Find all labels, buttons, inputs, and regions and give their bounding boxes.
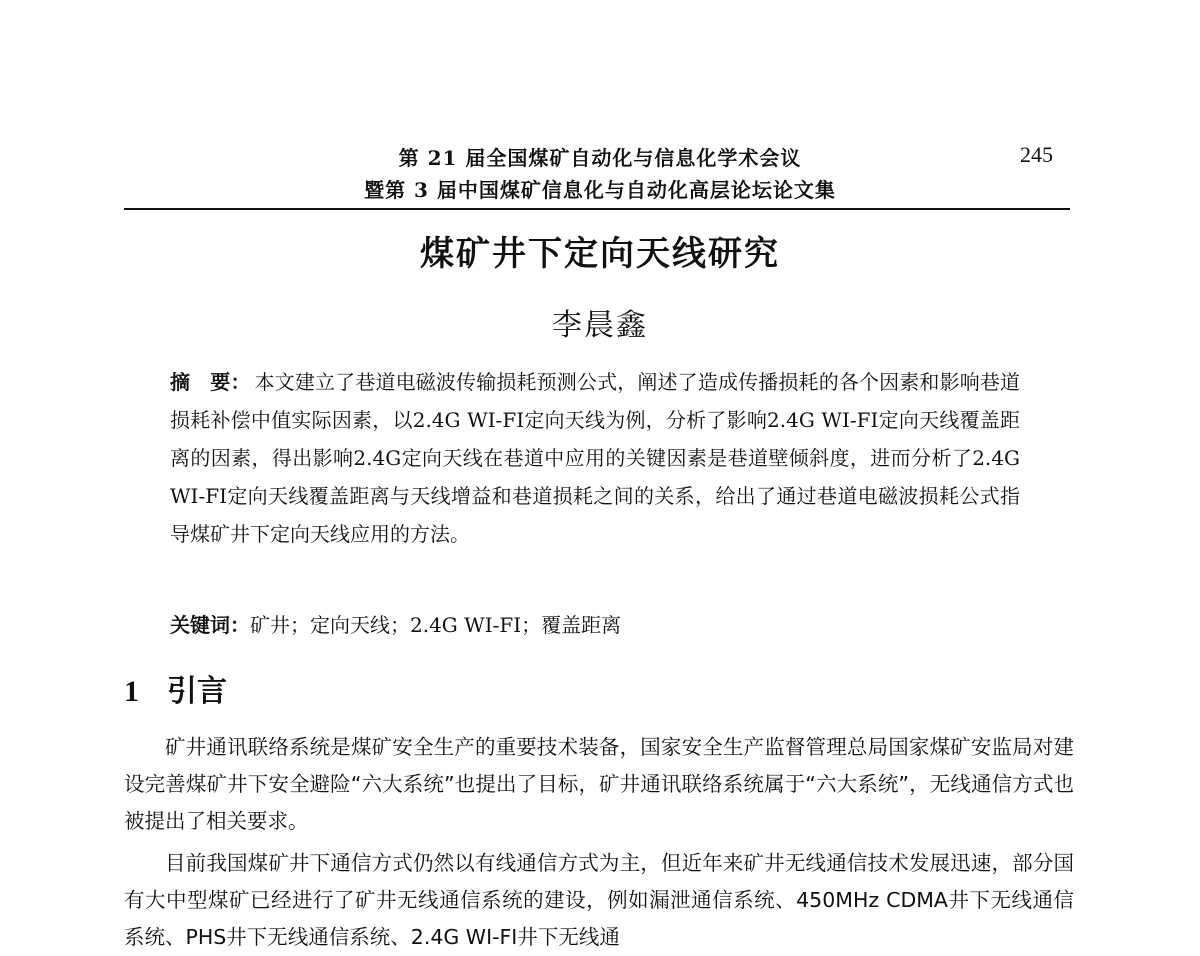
keywords (170, 609, 621, 638)
proceedings-title-line2: 暨第 3 届中国煤矿信息化与自动化高层论坛论文集 (364, 178, 836, 202)
body-paragraph-2: 目前我国煤矿井下通信方式仍然以有线通信方式为主，但近年来矿井无线通信技术发展迅速，部分国有大中型煤矿已经进行了矿井无线通信系统的建设，例如漏泄通信系统、450MHz CDMA井下无线通信系统、PHS井下无线通信系统、2.4G WI-FI井下无线通 (124, 851, 1074, 949)
section-heading (124, 666, 227, 710)
page-number: 245 (1020, 142, 1053, 167)
proceedings-title-line1: 第 21 届全国煤矿自动化与信息化学术会议 (398, 146, 802, 170)
section-number: 1 (124, 675, 139, 708)
abstract-text: 本文建立了巷道电磁波传输损耗预测公式，阐述了造成传播损耗的各个因素和影响巷道损耗补偿中值实际因素，以2.4G WI-FI定向天线为例，分析了影响2.4G WI-FI定向天线覆盖距离的因素，得出影响2.4G定向天线在巷道中应用的关键因素是巷道壁倾斜度，进而分析了2.4G WI-FI定向天线覆盖距离与天线增益和巷道损耗之间的关系，给出了通过巷道电磁波损耗公式指导煤矿井下定向天线应用的方法。 (170, 370, 1021, 546)
abstract-label: 摘 要： (170, 370, 251, 394)
keywords-text: 矿井；定向天线；2.4G WI-FI；覆盖距离 (250, 613, 622, 637)
header-rule (124, 208, 1070, 210)
section-title: 引言 (167, 674, 227, 709)
abstract (170, 363, 1020, 553)
author-name: 李晨鑫 (552, 308, 648, 343)
paper-title: 煤矿井下定向天线研究 (420, 234, 780, 274)
keywords-label: 关键词： (170, 613, 250, 637)
body-paragraph-1: 矿井通讯联络系统是煤矿安全生产的重要技术装备，国家安全生产监督管理总局国家煤矿安监局对建设完善煤矿井下安全避险“六大系统”也提出了目标，矿井通讯联络系统属于“六大系统”，无线通信方式也被提出了相关要求。 (124, 735, 1074, 833)
